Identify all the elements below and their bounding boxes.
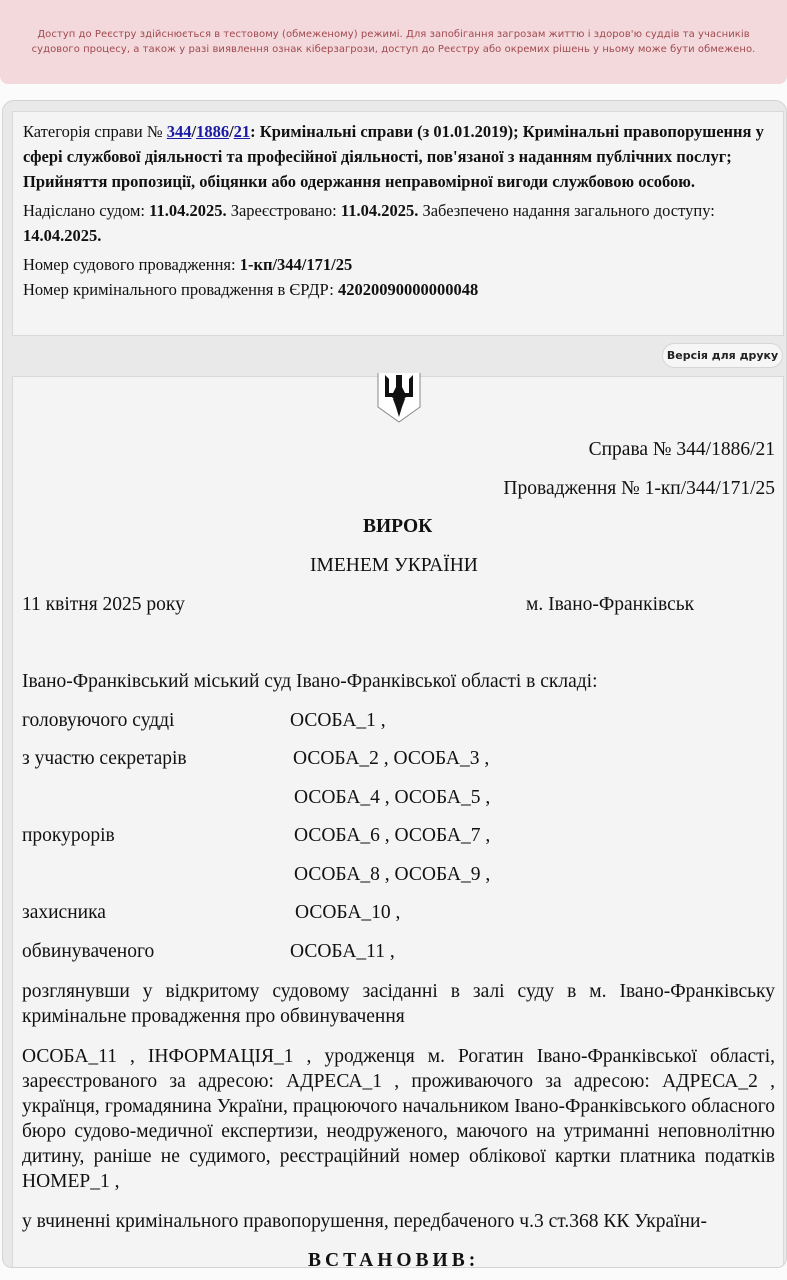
case-number: Справа № 344/1886/21 [588, 439, 775, 460]
document-subtitle: ІМЕНЕМ УКРАЇНИ [310, 555, 478, 576]
proceeding-number: Провадження № 1-кп/344/171/25 [503, 478, 775, 499]
composition-names: ОСОБА_10 , [295, 902, 401, 923]
composition-names: ОСОБА_1 , [290, 710, 386, 731]
decision-city: м. Івано-Франківськ [526, 594, 695, 615]
accused-info-paragraph: ОСОБА_11 , ІНФОРМАЦІЯ_1 , уродженця м. Рогатин Івано-Франківської області, зареєстрованого за адресою: АДРЕСА_1 , проживаючого за адресою: АДРЕСА_2 , українця, громадянина України, працюючого начальником Івано-Франківського обласного бюро судово-медичної експертизи, неодруженого, маючого на утриманні неповнолітню дитину, раніше не судимого, реєстраційний номер облікової картки платника податків НОМЕР_1 , [22, 1046, 775, 1192]
court-proceeding-label: Номер судового провадження: [23, 255, 236, 274]
composition-role: головуючого судді [22, 710, 175, 731]
court-proceeding [23, 252, 773, 277]
erdr-label: Номер кримінального провадження в ЄРДР: [23, 280, 334, 299]
erdr-proceeding [23, 277, 773, 302]
decision-container [2, 100, 787, 1268]
decision-date: 11 квітня 2025 року [22, 594, 185, 615]
print-version-button[interactable]: Версія для друку [662, 343, 783, 368]
decision-document [12, 376, 784, 1268]
category-text: : Кримінальні справи (з 01.01.2019); Кримінальні правопорушення у сфері службової діяльності та професійної діяльності, пов'язаної з наданням публічних послуг; Прийняття пропозиції, обіцянки або одержання неправомірної вигоди службовою особою. [23, 122, 764, 191]
composition-names: ОСОБА_2 , ОСОБА_3 , [293, 748, 490, 769]
registered-date: 11.04.2025. [340, 201, 419, 220]
erdr-number: 42020090000000048 [337, 280, 479, 299]
composition-names: ОСОБА_8 , ОСОБА_9 , [294, 864, 491, 885]
case-link-court[interactable]: 344 [166, 122, 192, 141]
case-dates [23, 198, 773, 248]
considered-paragraph: розглянувши у відкритому судовому засіданні в залі суду в м. Івано-Франківську кримінальне провадження про обвинувачення [22, 981, 775, 1027]
case-info-panel [12, 111, 784, 336]
access-date: 14.04.2025. [23, 226, 102, 245]
composition-role: обвинуваченого [22, 941, 155, 962]
established-heading: ВСТАНОВИВ: [308, 1250, 480, 1268]
access-label: Забезпечено надання загального доступу: [422, 201, 715, 220]
sent-label: Надіслано судом: [23, 201, 145, 220]
composition-names: ОСОБА_6 , ОСОБА_7 , [294, 825, 491, 846]
registered-label: Зареєстровано: [230, 201, 337, 220]
composition-role: захисника [22, 902, 106, 923]
composition-names: ОСОБА_11 , [290, 941, 395, 962]
case-link-number[interactable]: 1886 [196, 122, 230, 141]
document-title: ВИРОК [363, 516, 433, 537]
court-proceeding-number: 1-кп/344/171/25 [239, 255, 353, 274]
composition-role: з участю секретарів [22, 748, 187, 769]
access-notice-banner [0, 0, 787, 84]
court-composition: Івано-Франківський міський суд Івано-Франківської області в складі: [22, 671, 598, 692]
case-category: Категорія справи № 344/1886/21: Кримінальні справи (з 01.01.2019); Кримінальні правопорушення у сфері службової діяльності та професійної діяльності, пов'язаної з наданням публічних послуг; Прийняття пропозиції, обіцянки або одержання неправомірної вигоди службовою особою. [23, 122, 764, 191]
trident-icon [375, 373, 423, 423]
composition-names: ОСОБА_4 , ОСОБА_5 , [294, 787, 491, 808]
sent-date: 11.04.2025. [149, 201, 227, 220]
charge-paragraph: у вчиненні кримінального правопорушення, передбаченого ч.3 ст.368 КК України- [22, 1211, 707, 1232]
composition-role: прокурорів [22, 825, 115, 846]
category-label: Категорія справи № [23, 122, 163, 141]
access-notice-text: Доступ до Реєстру здійснюється в тестовому (обмеженому) режимі. Для запобігання загрозам життю і здоров'ю суддів та учасників судового процесу, а також у разі виявлення ознак кіберзагрози, доступ до Реєстру або окремих рішень у ньому може бути обмежено. [31, 29, 756, 55]
case-link-year[interactable]: 21 [233, 122, 251, 141]
